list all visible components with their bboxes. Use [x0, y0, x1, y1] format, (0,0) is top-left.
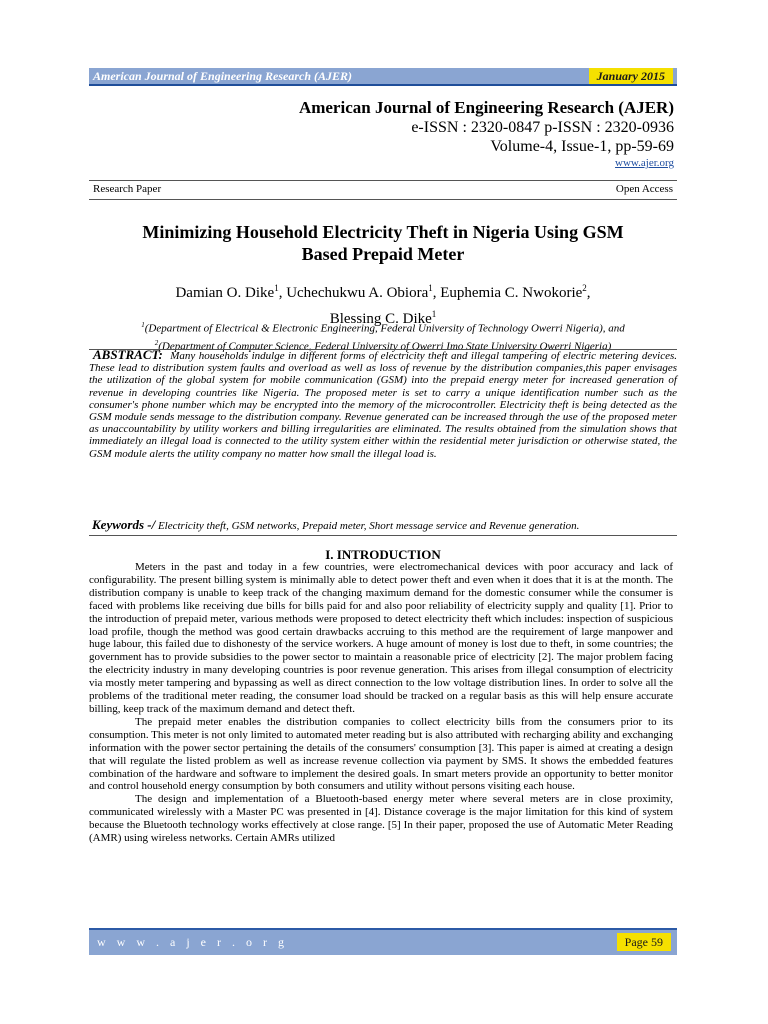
abstract-block	[89, 349, 677, 460]
paper-type-label: Research Paper	[93, 183, 162, 195]
affiliation-mark: 1	[141, 321, 145, 329]
abstract-text: Many households indulge in different forms of electricity theft and illegal tampering of electric metering devices. These lead to distribution system faults and overload as well as loss of revenue by the distribution companies,this paper envisages the utilization of the global system for mobile communication (GSM) into the prepaid energy meter for increased generation of revenue in developing countries like Nigeria. The proposed meter is set to carry a unique identification number such as the consumer's phone number which may be encrypted into the memory of the microcontroller. Electricity theft is being detected as the GSM module sends message to the distribution company. Revenue generated can be increased through the use of the proposed meter as unaccountability by utility workers and billing irregularities are eliminated. The results obtained from the simulation shows that immediately an illegal load is connected to the utility system either within the residential meter jurisdiction or otherwise stated, the GSM module alerts the utility company no matter how small the illegal load is.	[89, 350, 677, 460]
author-name: , Euphemia C. Nwokorie	[432, 285, 583, 301]
author-separator: ,	[586, 285, 591, 301]
author-name: Blessing C. Dike	[329, 311, 432, 327]
journal-header-band	[89, 68, 677, 86]
divider	[89, 535, 677, 536]
title-line-2: Based Prepaid Meter	[301, 244, 465, 264]
keywords-line	[92, 517, 677, 533]
masthead-volume: Volume-4, Issue-1, pp-59-69	[490, 138, 674, 155]
masthead-title: American Journal of Engineering Research (AJER)	[298, 98, 674, 117]
masthead-url-link[interactable]: www.ajer.org	[615, 157, 674, 169]
affiliation-mark: 1	[274, 283, 279, 293]
title-line-1: Minimizing Household Electricity Theft in Nigeria Using GSM	[142, 222, 624, 242]
page-number: Page 59	[617, 933, 671, 951]
paragraph: Meters in the past and today in a few countries, were electromechanical devices with poor accuracy and lack of configurability. The present billing system is minimally able to detect power theft and even when it does that it is at the month. The distribution company is unable to keep track of the changing maximum demand for the domestic consumer while the consumer is faced with problems like receiving due bills for bills paid for and also poor reliability of electricity supply and quality [1]. Prior to the introduction of prepaid meter, various methods were proposed to detect electricity theft which includes: inspection of suspicious load profile, though the method was good certain drawbacks accruing to this method are the requirement of large manpower and huge labour, this failed due to dishonesty of the service workers. A huge amount of money is lost due to theft, in some countries; the government has to provide subsidies to the power sector to maintain a reasonable price of electricity [2]. The major problem facing the electricity industry in many developing countries is poor revenue generation. This arises from illegal consumption of electricity via mostly meter tampering and bypassing as well as direct connection to the low voltage distribution lines. In order to solve all the problems of the traditional meter reading, the consumer load should be tracked on a regular basis as this will help ensure accurate billing, keep track of the maximum demand and detect theft.	[89, 561, 673, 715]
affiliation-mark: 1	[428, 283, 433, 293]
paper-title	[89, 221, 677, 265]
keywords-text: Electricity theft, GSM networks, Prepaid meter, Short message service and Revenue generation.	[155, 520, 580, 532]
divider	[89, 180, 677, 181]
masthead-issn: e-ISSN : 2320-0847 p-ISSN : 2320-0936	[411, 119, 674, 136]
paragraph: The design and implementation of a Bluetooth-based energy meter where several meters are in close proximity, communicated wirelessly with a Master PC was presented in [4]. Distance coverage is the major limitation for this kind of system because the Bluetooth technology works effectively at close range. [5] In their paper, proposed the use of Automatic Meter Reading (AMR) using wireless networks. Certain AMRs utilized	[89, 793, 673, 845]
author-name: Damian O. Dike	[175, 285, 275, 301]
header-date-badge: January 2015	[589, 68, 673, 84]
affiliation-mark: 1	[431, 309, 437, 319]
paragraph: The prepaid meter enables the distribution companies to collect electricity bills from the consumers prior to its consumption. This meter is not only limited to automated meter reading but is also attributed with recharging ability and exchanging information with the power sector pertaining the details of the consumers' consumption [3]. This paper is aimed at creating a design that will regulate the listed problem as well as increase revenue collection via payment by SMS. It shows the embedded features combination of the hardware and software to implement the desired goals. In smart meters provide an opportunity to better monitor and control household energy consumption by both consumers and utility without persons visiting each house.	[89, 715, 673, 793]
affiliation-mark: 2	[154, 338, 159, 347]
divider	[89, 199, 677, 200]
affiliation-2: (Department of Computer Science, Federal University of Owerri Imo State University Owerri Nigeria)	[158, 340, 612, 353]
access-type-label: Open Access	[615, 183, 673, 195]
page-footer	[89, 928, 677, 955]
abstract-label: ABSTRACT:	[93, 347, 163, 362]
masthead	[299, 97, 674, 170]
author-name: , Uchechukwu A. Obiora	[278, 285, 429, 301]
affiliation-mark: 2	[582, 283, 587, 293]
footer-url: w w w . a j e r . o r g	[97, 935, 288, 949]
header-journal-name: American Journal of Engineering Research (AJER)	[93, 69, 353, 83]
body-text	[89, 561, 673, 845]
affiliation-1: (Department of Electrical & Electronic Engineering, Federal University of Technology Owerri Nigeria), and	[144, 322, 625, 335]
section-heading: I. INTRODUCTION	[325, 547, 441, 562]
keywords-label: Keywords -/	[92, 517, 156, 532]
